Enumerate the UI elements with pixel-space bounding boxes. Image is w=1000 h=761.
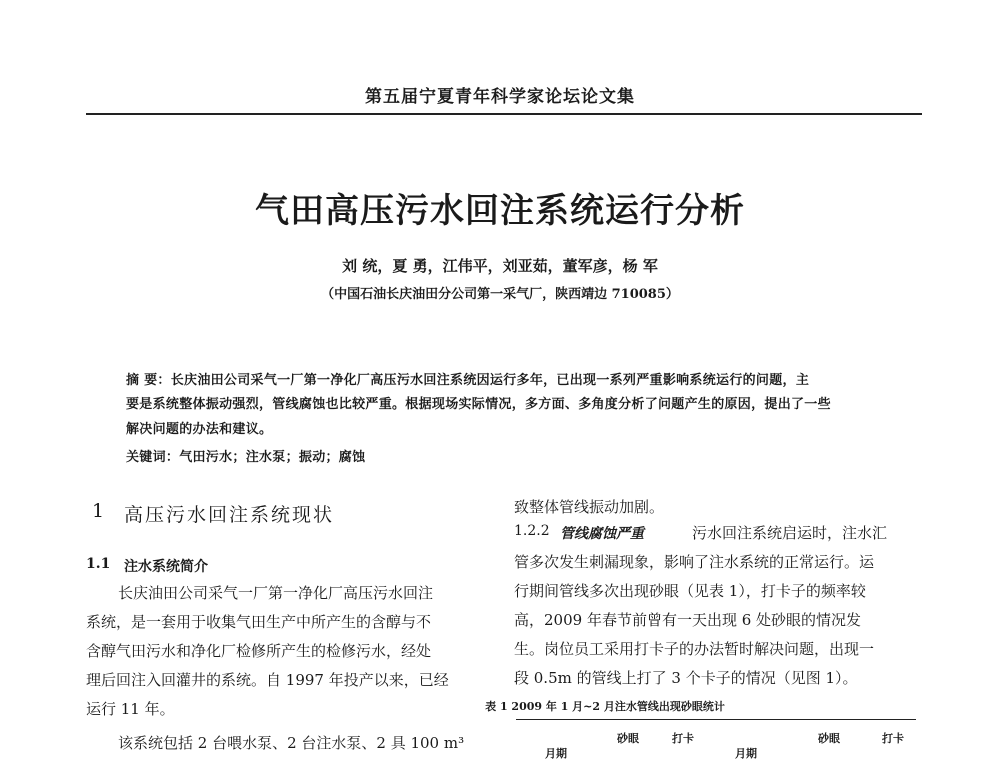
table-header-cell: 打卡 bbox=[672, 732, 694, 745]
left-body-line-2: 系统，是一套用于收集气田生产中所产生的含醇与不 bbox=[86, 613, 432, 631]
keywords-label: 关键词： bbox=[126, 450, 180, 465]
abstract-text-1: 长庆油田公司采气一厂第一净化厂高压污水回注系统因运行多年，已出现一系列严重影响系统运行的问题，主 bbox=[170, 373, 810, 388]
table-header-cell: 砂眼 bbox=[818, 732, 840, 745]
table-header-cell: 打卡 bbox=[882, 732, 904, 745]
right-body-line-0: 致整体管线振动加剧。 bbox=[514, 498, 665, 516]
section-1-2-2-heading: 管线腐蚀严重 bbox=[560, 526, 644, 542]
left-body-line-5: 运行 11 年。 bbox=[86, 700, 175, 718]
table-header-cell: 砂眼 bbox=[617, 732, 639, 745]
section-1-heading: 高压污水回注系统现状 bbox=[124, 504, 335, 526]
left-body-line-4: 理后回注入回灌井的系统。自 1997 年投产以来，已经 bbox=[86, 671, 449, 689]
section-1-1-number: 1.1 bbox=[86, 556, 111, 572]
table-1-top-rule bbox=[516, 719, 916, 720]
author-list: 刘 统，夏 勇，江伟平，刘亚茹，董军彦，杨 军 bbox=[342, 257, 658, 275]
right-body-line-4: 高，2009 年春节前曾有一天出现 6 处砂眼的情况发 bbox=[514, 611, 862, 629]
right-body-line-6: 段 0.5m 的管线上打了 3 个卡子的情况（见图 1）。 bbox=[514, 669, 858, 687]
table-header-cell: 月期 bbox=[735, 747, 757, 760]
keywords-text: 气田污水；注水泵；振动；腐蚀 bbox=[179, 450, 366, 465]
section-1-number: 1 bbox=[92, 500, 105, 522]
abstract-label: 摘 要： bbox=[126, 373, 171, 388]
section-1-1-heading: 注水系统简介 bbox=[124, 559, 208, 575]
right-body-line-5: 生。岗位员工采用打卡子的办法暂时解决问题，出现一 bbox=[514, 640, 875, 658]
left-body-line-3: 含醇气田污水和净化厂检修所产生的检修污水，经处 bbox=[86, 642, 432, 660]
header-rule bbox=[86, 113, 922, 115]
keywords-line bbox=[126, 446, 365, 465]
abstract-line-1 bbox=[126, 369, 809, 388]
right-body-line-3: 行期间管线多次出现砂眼（见表 1），打卡子的频率较 bbox=[514, 582, 866, 600]
section-1-2-2-number: 1.2.2 bbox=[514, 523, 550, 539]
article-title: 气田高压污水回注系统运行分析 bbox=[255, 191, 745, 231]
table-header-cell: 月期 bbox=[545, 747, 567, 760]
right-body-line-1: 污水回注系统启运时，注水汇 bbox=[692, 524, 888, 542]
table-1-caption: 表 1 2009 年 1 月~2 月注水管线出现砂眼统计 bbox=[485, 700, 725, 713]
abstract-line-2: 要是系统整体振动强烈，管线腐蚀也比较严重。根据现场实际情况，多方面、多角度分析了问题产生的原因，提出了一些 bbox=[126, 397, 831, 412]
abstract-line-3: 解决问题的办法和建议。 bbox=[126, 422, 273, 437]
right-body-line-2: 管多次发生刺漏现象，影响了注水系统的正常运行。运 bbox=[514, 553, 875, 571]
left-body-line-6: 该系统包括 2 台喂水泵、2 台注水泵、2 具 100 m³ bbox=[118, 734, 465, 752]
affiliation: （中国石油长庆油田分公司第一采气厂，陕西靖边 710085） bbox=[321, 287, 679, 302]
left-body-line-1: 长庆油田公司采气一厂第一净化厂高压污水回注 bbox=[118, 584, 434, 602]
running-header: 第五届宁夏青年科学家论坛论文集 bbox=[365, 87, 635, 107]
